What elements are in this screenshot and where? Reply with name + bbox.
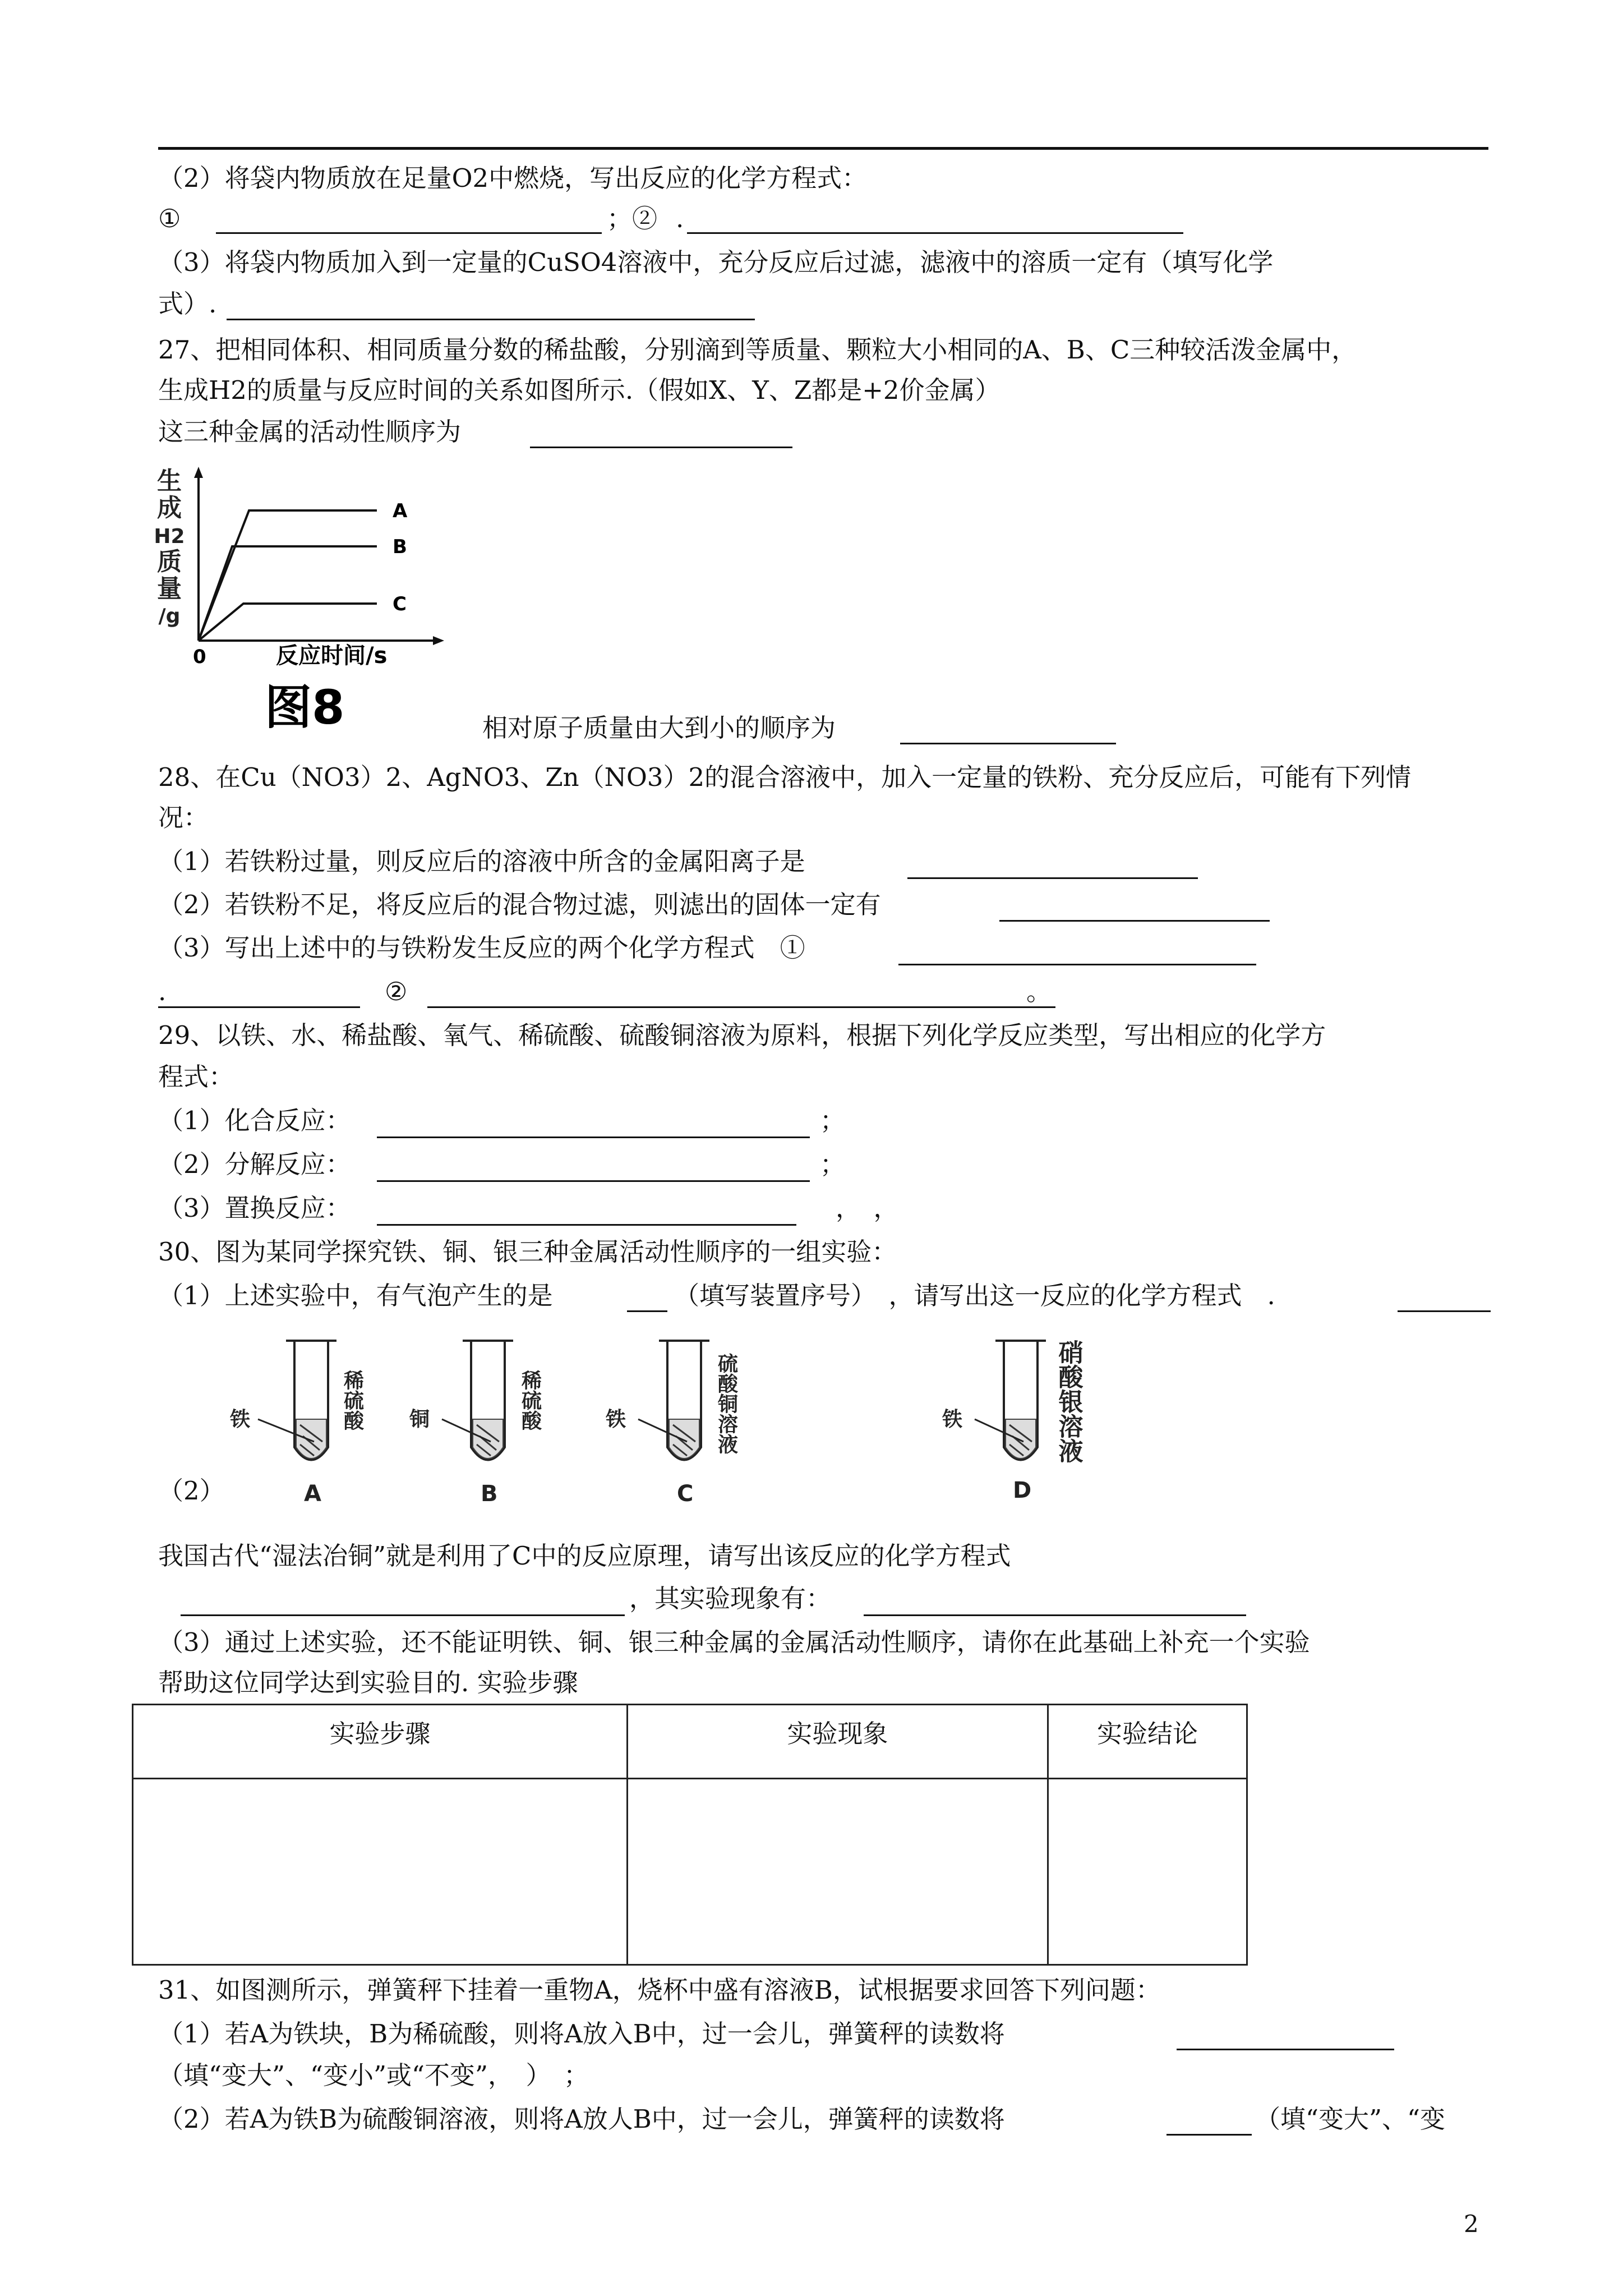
answer-blank[interactable] [377, 1180, 810, 1182]
ylabel-char: 量 [157, 574, 182, 603]
q28-part3: （3）写出上述中的与铁粉发生反应的两个化学方程式 ① [158, 933, 805, 963]
ylabel-char: /g [158, 605, 181, 628]
q29-semicolon: ； [820, 1106, 846, 1135]
tube-metal-label: 铁 [942, 1408, 963, 1431]
q28-line1: 28、在Cu（NO3）2、AgNO3、Zn（NO3）2的混合溶液中，加入一定量的铁粉、充分反应后，可能有下列情 [158, 762, 1412, 792]
answer-blank[interactable] [227, 319, 755, 320]
q30-part2-line2: ，其实验现象有： [629, 1584, 832, 1613]
q30-part1: （1）上述实验中，有气泡产生的是 [158, 1281, 553, 1310]
ylabel-char: 生 [157, 467, 182, 495]
q28-line2: 况： [158, 803, 209, 832]
q30-part2-line1: 我国古代“湿法冶铜”就是利用了C中的反应原理，请写出该反应的化学方程式 [158, 1541, 1011, 1571]
answer-blank[interactable] [530, 447, 792, 448]
tube-metal-label: 铜 [409, 1408, 430, 1431]
graph-y-arrow [194, 467, 203, 478]
q29-part3: （3）置换反应： [158, 1193, 351, 1223]
q29-line2: 程式： [158, 1062, 234, 1092]
top-rule [158, 147, 1488, 150]
q30-part1-rest: （填写装置序号） ，请写出这一反应的化学方程式 . [674, 1281, 1275, 1310]
answer-blank[interactable] [377, 1224, 796, 1226]
q31-part1: （1）若A为铁块，B为稀硫酸，则将A放入B中，过一会儿，弹簧秤的读数将 [158, 2019, 1005, 2049]
q26-circle-1: ① [158, 204, 181, 233]
q29-line1: 29、以铁、水、稀盐酸、氧气、稀硫酸、硫酸铜溶液为原料，根据下列化学反应类型，写出相应的化学方 [158, 1020, 1326, 1050]
q27-line1: 27、把相同体积、相同质量分数的稀盐酸，分别滴到等质量、颗粒大小相同的A、B、C三种较活泼金属中， [158, 335, 1357, 365]
ylabel-char: 质 [157, 547, 182, 576]
q26-separator: ；② [607, 204, 658, 233]
curve-c-label: C [393, 593, 407, 615]
q27-line2: 生成H2的质量与反应时间的关系如图所示.（假如X、Y、Z都是+2价金属） [158, 375, 1000, 405]
q26-dot: . [676, 204, 684, 233]
q26-part2: （2）将袋内物质放在足量O2中燃烧，写出反应的化学方程式： [158, 163, 868, 193]
answer-blank[interactable] [377, 1137, 810, 1138]
table-cell[interactable] [133, 1779, 628, 1965]
q28-part2: （2）若铁粉不足，将反应后的混合物过滤，则滤出的固体一定有 [158, 890, 881, 919]
q30-part2-label: （2） [158, 1476, 225, 1506]
tube-solution-label [341, 1370, 365, 1430]
table-header: 实验现象 [627, 1705, 1048, 1779]
svg-text:稀硫酸: 稀硫酸 [340, 1370, 364, 1430]
q29-part2: （2）分解反应： [158, 1149, 351, 1179]
tube-solution-label [1054, 1340, 1083, 1463]
q28-circle-2: ② [385, 977, 408, 1006]
answer-blank[interactable] [181, 1614, 625, 1616]
table-cell[interactable] [627, 1779, 1048, 1965]
q28-part1: （1）若铁粉过量，则反应后的溶液中所含的金属阳离子是 [158, 846, 805, 876]
answer-blank[interactable] [907, 877, 1198, 879]
answer-blank[interactable] [1177, 2049, 1394, 2050]
table-header: 实验步骤 [133, 1705, 628, 1779]
q31-line1: 31、如图测所示，弹簧秤下挂着一重物A，烧杯中盛有溶液B，试根据要求回答下列问题： [158, 1975, 1161, 2005]
q31-part2-cont: （填“变大”、“变 [1255, 2104, 1446, 2134]
answer-blank[interactable] [216, 232, 602, 234]
curve-a [199, 510, 377, 641]
q29-commas: ， ， [836, 1193, 899, 1223]
svg-text:硫酸铜溶液: 硫酸铜溶液 [714, 1353, 738, 1454]
curve-b [199, 546, 377, 641]
svg-text:稀硫酸: 稀硫酸 [518, 1370, 542, 1430]
graph-y-label [154, 467, 185, 628]
curve-b-label: B [393, 536, 407, 558]
q31-part2: （2）若A为铁B为硫酸铜溶液，则将A放人B中，过一会儿，弹簧秤的读数将 [158, 2104, 1005, 2134]
answer-blank[interactable] [1398, 1310, 1491, 1312]
answer-blank[interactable] [427, 1006, 1055, 1008]
answer-blank[interactable] [627, 1310, 667, 1312]
q31-part1-cont: （填“变大”、“变小”或“不变”， ） ； [158, 2060, 589, 2090]
q26-part3-line2: 式）. [158, 289, 217, 319]
q28-dot: . [158, 977, 167, 1006]
q28-end: 。 [1026, 977, 1052, 1006]
experiment-table [132, 1704, 1248, 1966]
answer-blank[interactable] [898, 964, 1256, 965]
figure-8-graph [147, 460, 461, 740]
answer-blank[interactable] [1166, 2134, 1252, 2136]
q30-part3-line1: （3）通过上述实验，还不能证明铁、铜、银三种金属的金属活动性顺序，请你在此基础上补充一个实验 [158, 1627, 1310, 1657]
answer-blank[interactable] [158, 1006, 360, 1008]
tube-solution-label [519, 1370, 542, 1430]
curve-c [199, 604, 377, 641]
tube-d [942, 1340, 1083, 1503]
graph-origin-label: 0 [193, 646, 206, 668]
ylabel-char: 成 [157, 494, 182, 522]
q27-line3: 这三种金属的活动性顺序为 [158, 417, 462, 447]
tube-b [409, 1341, 542, 1507]
tube-solution-label [715, 1353, 739, 1454]
answer-blank[interactable] [900, 743, 1116, 744]
answer-blank[interactable] [999, 920, 1270, 922]
answer-blank[interactable] [864, 1614, 1246, 1616]
tube-metal-label: 铁 [230, 1408, 251, 1431]
q27-line4: 相对原子质量由大到小的顺序为 [482, 713, 836, 743]
ylabel-char: H2 [154, 525, 185, 548]
curve-a-label: A [393, 500, 408, 522]
tube-a [229, 1341, 365, 1507]
q29-part1: （1）化合反应： [158, 1106, 351, 1135]
test-tubes-figure [224, 1329, 1178, 1515]
graph-x-arrow [433, 636, 444, 645]
q30-line1: 30、图为某同学探究铁、铜、银三种金属活动性顺序的一组实验： [158, 1237, 897, 1267]
graph-x-label: 反应时间/s [276, 643, 388, 669]
q29-semicolon: ； [820, 1149, 846, 1179]
tube-c [605, 1341, 739, 1507]
table-cell[interactable] [1048, 1779, 1247, 1965]
answer-blank[interactable] [687, 232, 1183, 234]
page-number: 2 [1464, 2210, 1479, 2238]
tube-letter: A [304, 1481, 321, 1507]
q30-part3-line2: 帮助这位同学达到实验目的. 实验步骤 [158, 1668, 578, 1697]
q26-part3-line1: （3）将袋内物质加入到一定量的CuSO4溶液中，充分反应后过滤，滤液中的溶质一定有（填写化学 [158, 247, 1274, 277]
tube-letter: B [481, 1481, 498, 1507]
tube-letter: D [1013, 1478, 1032, 1503]
tube-metal-label: 铁 [606, 1408, 626, 1431]
tube-letter: C [677, 1481, 694, 1507]
figure-caption: 图8 [265, 680, 345, 735]
svg-text:硝酸银溶液: 硝酸银溶液 [1054, 1340, 1083, 1463]
table-header: 实验结论 [1048, 1705, 1247, 1779]
